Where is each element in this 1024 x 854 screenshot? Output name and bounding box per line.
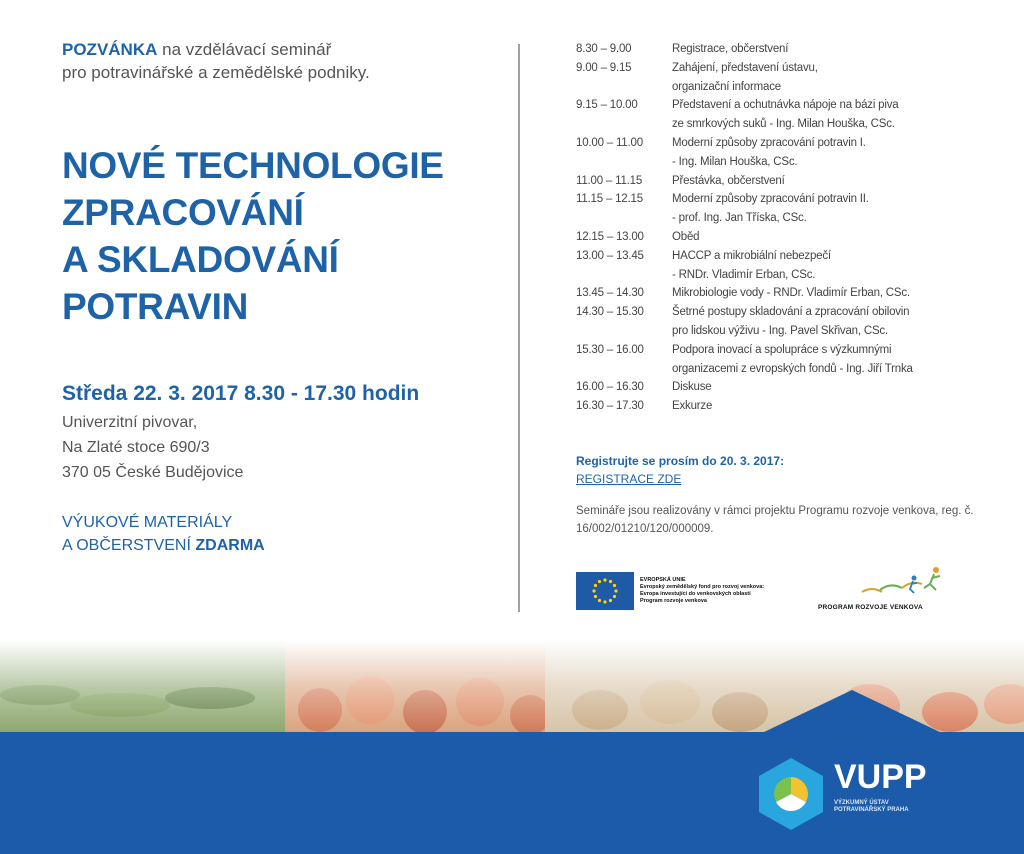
seminar-title-line: POTRAVIN bbox=[62, 286, 249, 327]
eu-text-line: Evropa investující do venkovských oblastí bbox=[640, 591, 751, 597]
invitation-lead: POZVÁNKA bbox=[62, 40, 158, 59]
eu-logo-block bbox=[576, 572, 790, 610]
program-time: 10.00 – 11.00 bbox=[576, 136, 643, 149]
free-highlight: ZDARMA bbox=[195, 537, 265, 554]
program-row bbox=[576, 284, 986, 303]
eu-text bbox=[640, 577, 790, 605]
program-row bbox=[576, 96, 986, 134]
banner-roof-shape bbox=[760, 690, 944, 734]
program-description: Registrace, občerstvení bbox=[672, 43, 789, 55]
program-time: 11.00 – 11.15 bbox=[576, 174, 643, 187]
seminar-title bbox=[62, 142, 502, 330]
vupp-subtitle bbox=[834, 800, 954, 814]
address-line: Na Zlaté stoce 690/3 bbox=[62, 439, 210, 456]
vupp-subtitle-line: VÝZKUMNÝ ÚSTAV bbox=[834, 800, 889, 806]
program-time: 16.00 – 16.30 bbox=[576, 381, 644, 394]
eu-flag-icon bbox=[576, 572, 634, 610]
free-line-1: VÝUKOVÉ MATERIÁLY bbox=[62, 514, 233, 531]
program-row bbox=[576, 40, 986, 59]
eu-text-line: EVROPSKÁ UNIE bbox=[640, 577, 686, 583]
program-description: Mikrobiologie vody - RNDr. Vladimír Erban, CSc. bbox=[672, 287, 910, 300]
address-line: Univerzitní pivovar, bbox=[62, 414, 198, 431]
invitation-intro-text-1: na vzdělávací seminář bbox=[157, 40, 332, 59]
seminar-title-line: ZPRACOVÁNÍ bbox=[62, 192, 304, 233]
program-description: Představení a ochutnávka nápoje na bázi piva ze smrkových suků - Ing. Milan Houška, CSc. bbox=[672, 99, 899, 131]
eu-text-line: Program rozvoje venkova bbox=[640, 598, 707, 604]
venue-address bbox=[62, 410, 502, 485]
project-note: Semináře jsou realizovány v rámci projektu Programu rozvoje venkova, reg. č. 16/002/01210/120/000009. bbox=[576, 505, 974, 535]
program-schedule bbox=[576, 40, 986, 416]
program-time: 13.00 – 13.45 bbox=[576, 249, 644, 262]
program-row bbox=[576, 341, 986, 379]
program-row bbox=[576, 59, 986, 97]
program-row bbox=[576, 303, 986, 341]
program-time: 14.30 – 15.30 bbox=[576, 306, 644, 319]
registration-block bbox=[576, 452, 784, 488]
program-description: Moderní způsoby zpracování potravin II. - prof. Ing. Jan Tříska, CSc. bbox=[672, 193, 869, 225]
free-materials-note bbox=[62, 511, 502, 557]
program-row bbox=[576, 397, 986, 416]
program-time: 8.30 – 9.00 bbox=[576, 43, 632, 55]
vupp-hexagon-icon bbox=[756, 756, 826, 832]
seminar-title-line: NOVÉ TECHNOLOGIE bbox=[62, 145, 444, 186]
seminar-date: Středa 22. 3. 2017 8.30 - 17.30 hodin bbox=[62, 382, 420, 405]
program-description: Exkurze bbox=[672, 400, 713, 413]
vupp-subtitle-line: POTRAVINÁŘSKÝ PRAHA bbox=[834, 807, 909, 813]
rural-program-label: PROGRAM ROZVOJE VENKOVA bbox=[818, 604, 923, 611]
program-description: Přestávka, občerstvení bbox=[672, 174, 785, 187]
program-time: 9.15 – 10.00 bbox=[576, 99, 638, 112]
program-description: Diskuse bbox=[672, 381, 712, 394]
vupp-wordmark: VUPP bbox=[834, 758, 927, 796]
program-description: Zahájení, představení ústavu, organizační informace bbox=[672, 61, 818, 93]
address-line: 370 05 České Budějovice bbox=[62, 464, 244, 481]
program-row bbox=[576, 190, 986, 228]
program-description: Moderní způsoby zpracování potravin I. - Ing. Milan Houška, CSc. bbox=[672, 136, 866, 168]
column-divider bbox=[518, 44, 520, 612]
program-description: HACCP a mikrobiální nebezpečí - RNDr. Vladimír Erban, CSc. bbox=[672, 249, 831, 281]
invitation-intro bbox=[62, 38, 502, 84]
program-time: 9.00 – 9.15 bbox=[576, 61, 632, 74]
program-time: 15.30 – 16.00 bbox=[576, 343, 644, 356]
program-description: Oběd bbox=[672, 230, 700, 243]
invitation-column bbox=[62, 38, 502, 557]
registration-text: Registrujte se prosím do 20. 3. 2017: bbox=[576, 454, 785, 468]
program-time: 13.45 – 14.30 bbox=[576, 287, 644, 300]
program-time: 11.15 – 12.15 bbox=[576, 193, 643, 206]
program-row bbox=[576, 378, 986, 397]
eu-text-line: Evropský zemědělský fond pro rozvoj venkova: bbox=[640, 584, 765, 590]
seminar-title-line: A SKLADOVÁNÍ bbox=[62, 239, 339, 280]
program-description: Podpora inovací a spolupráce s výzkumnými organizacemi z evropských fondů - Ing. Jiří Trnka bbox=[672, 343, 913, 375]
program-time: 16.30 – 17.30 bbox=[576, 400, 644, 413]
program-description: Šetrné postupy skladování a zpracování obilovin pro lidskou výživu - Ing. Pavel Skřivan, CSc. bbox=[672, 306, 910, 337]
program-row bbox=[576, 134, 986, 172]
program-row bbox=[576, 228, 986, 247]
registration-link[interactable]: REGISTRACE ZDE bbox=[576, 472, 682, 486]
invitation-intro-text-2: pro potravinářské a zemědělské podniky. bbox=[62, 63, 370, 82]
program-row bbox=[576, 172, 986, 191]
free-line-2: A OBČERSTVENÍ bbox=[62, 537, 196, 554]
program-row bbox=[576, 247, 986, 285]
program-time: 12.15 – 13.00 bbox=[576, 230, 644, 243]
